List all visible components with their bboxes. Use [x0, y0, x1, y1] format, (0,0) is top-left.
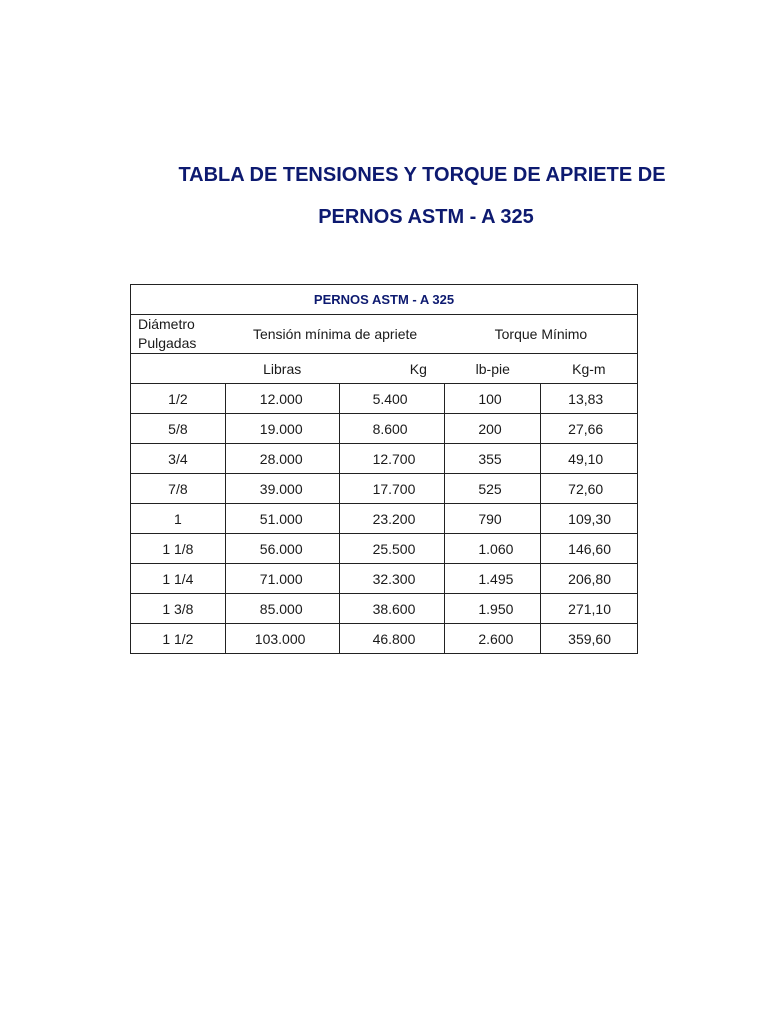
unit-kgm: Kg-m — [541, 354, 638, 384]
cell-kgm: 359,60 — [541, 624, 638, 654]
table-header-row — [131, 315, 638, 354]
cell-libras: 51.000 — [225, 504, 339, 534]
table-row — [131, 594, 638, 624]
cell-diameter: 1 — [131, 504, 226, 534]
cell-kg: 5.400 — [339, 384, 445, 414]
cell-diameter: 1 1/4 — [131, 564, 226, 594]
cell-kg: 46.800 — [339, 624, 445, 654]
cell-kgm: 49,10 — [541, 444, 638, 474]
cell-libras: 103.000 — [225, 624, 339, 654]
cell-kg: 17.700 — [339, 474, 445, 504]
cell-libras: 85.000 — [225, 594, 339, 624]
bolt-tension-table — [130, 284, 638, 654]
cell-lbpie: 200 — [445, 414, 541, 444]
cell-libras: 19.000 — [225, 414, 339, 444]
cell-lbpie: 1.060 — [445, 534, 541, 564]
cell-kg: 38.600 — [339, 594, 445, 624]
cell-kgm: 72,60 — [541, 474, 638, 504]
cell-libras: 39.000 — [225, 474, 339, 504]
cell-kg: 8.600 — [339, 414, 445, 444]
header-torque: Torque Mínimo — [445, 315, 638, 354]
cell-diameter: 7/8 — [131, 474, 226, 504]
table-units-row — [131, 354, 638, 384]
table-row — [131, 624, 638, 654]
cell-lbpie: 790 — [445, 504, 541, 534]
cell-kg: 23.200 — [339, 504, 445, 534]
cell-diameter: 1 1/8 — [131, 534, 226, 564]
cell-kgm: 109,30 — [541, 504, 638, 534]
header-diameter-line-2: Pulgadas — [138, 335, 197, 351]
document-title-line-1: TABLA DE TENSIONES Y TORQUE DE APRIETE DE — [178, 164, 666, 186]
header-diameter — [131, 315, 226, 354]
cell-lbpie: 1.950 — [445, 594, 541, 624]
cell-diameter: 1 1/2 — [131, 624, 226, 654]
cell-kg: 25.500 — [339, 534, 445, 564]
header-diameter-line-1: Diámetro — [138, 316, 195, 332]
table-row — [131, 414, 638, 444]
table-row — [131, 474, 638, 504]
cell-lbpie: 355 — [445, 444, 541, 474]
table-row — [131, 384, 638, 414]
table-row — [131, 504, 638, 534]
table-row — [131, 564, 638, 594]
cell-kgm: 146,60 — [541, 534, 638, 564]
cell-lbpie: 1.495 — [445, 564, 541, 594]
cell-diameter: 1 3/8 — [131, 594, 226, 624]
document-title-line-2: PERNOS ASTM - A 325 — [318, 206, 534, 228]
cell-lbpie: 525 — [445, 474, 541, 504]
cell-lbpie: 2.600 — [445, 624, 541, 654]
table-caption: PERNOS ASTM - A 325 — [131, 285, 638, 315]
cell-kgm: 271,10 — [541, 594, 638, 624]
cell-libras: 28.000 — [225, 444, 339, 474]
table-row — [131, 534, 638, 564]
unit-empty — [131, 354, 226, 384]
cell-diameter: 5/8 — [131, 414, 226, 444]
cell-kgm: 13,83 — [541, 384, 638, 414]
unit-kg: Kg — [339, 354, 445, 384]
cell-kgm: 27,66 — [541, 414, 638, 444]
unit-lbpie: lb-pie — [445, 354, 541, 384]
cell-diameter: 1/2 — [131, 384, 226, 414]
cell-libras: 56.000 — [225, 534, 339, 564]
cell-kgm: 206,80 — [541, 564, 638, 594]
cell-libras: 12.000 — [225, 384, 339, 414]
table-caption-row — [131, 285, 638, 315]
table-body — [131, 285, 638, 654]
cell-lbpie: 100 — [445, 384, 541, 414]
table-row — [131, 444, 638, 474]
unit-libras: Libras — [225, 354, 339, 384]
header-tension: Tensión mínima de apriete — [225, 315, 445, 354]
cell-kg: 12.700 — [339, 444, 445, 474]
cell-kg: 32.300 — [339, 564, 445, 594]
cell-diameter: 3/4 — [131, 444, 226, 474]
cell-libras: 71.000 — [225, 564, 339, 594]
